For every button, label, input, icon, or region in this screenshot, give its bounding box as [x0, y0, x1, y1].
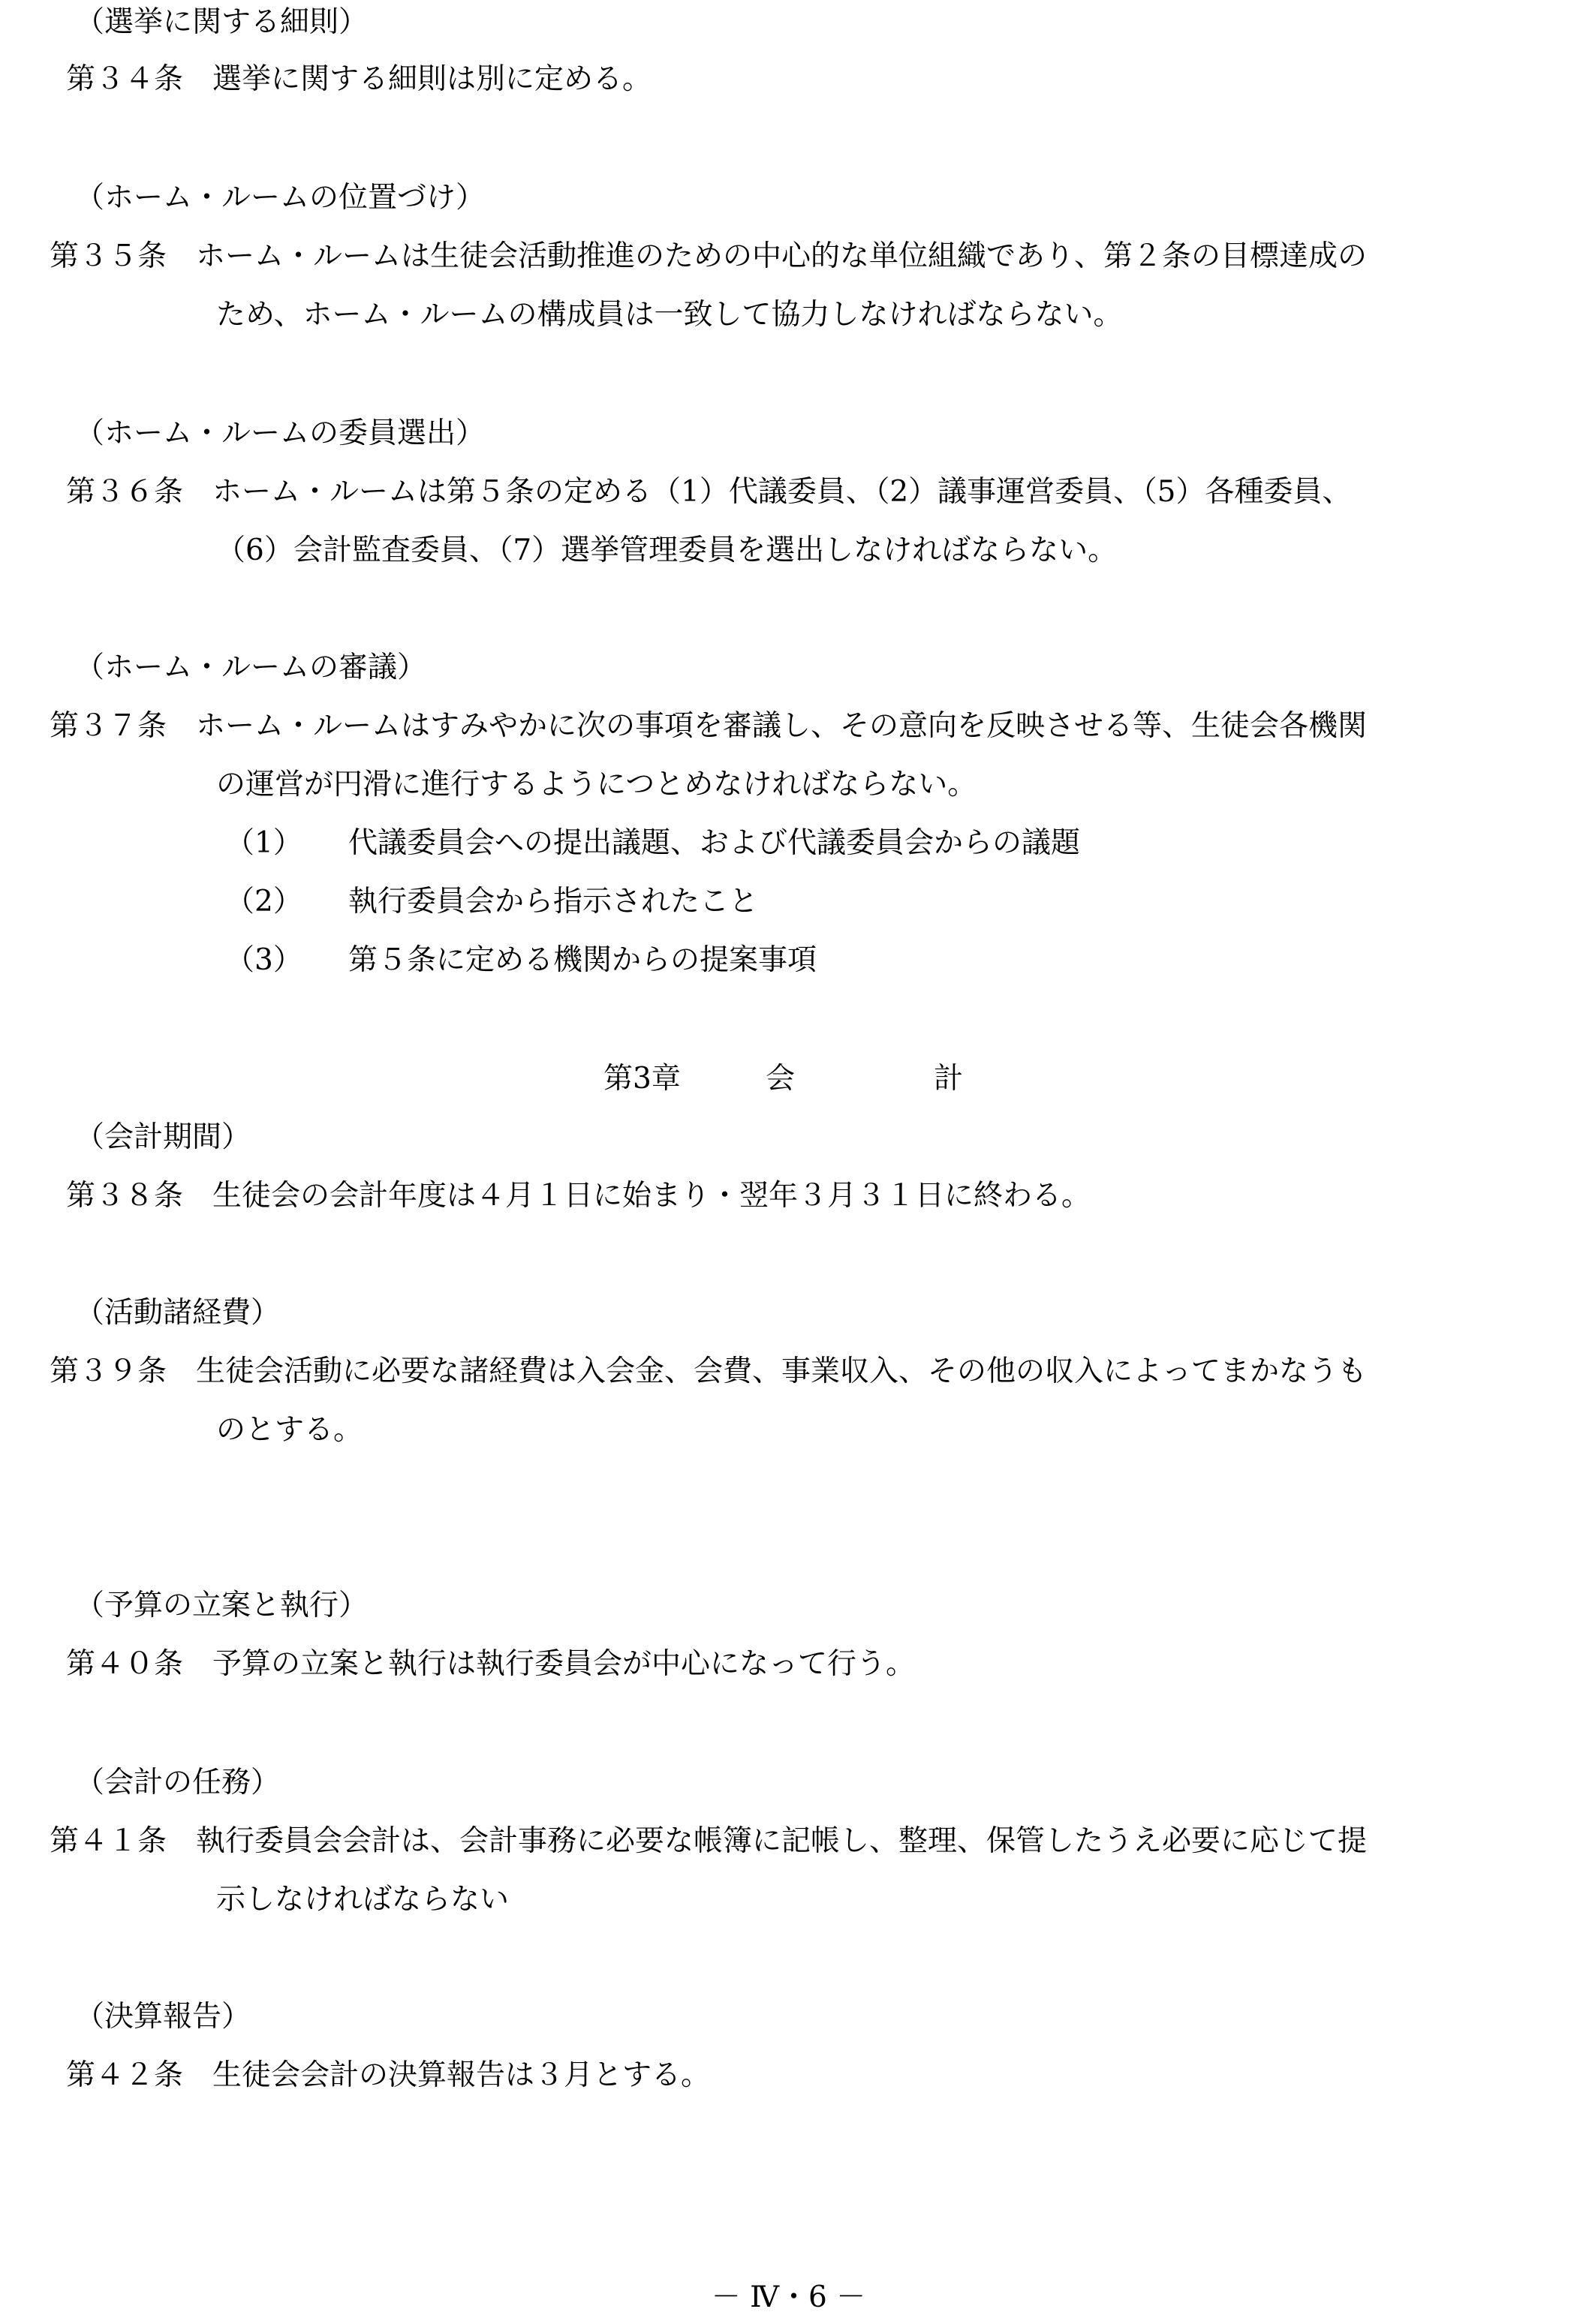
- chapter-3-number: 第3章: [603, 1062, 681, 1096]
- article-38-text: 第３８条 生徒会の会計年度は４月１日に始まり・翌年３月３１日に終わる。: [66, 1179, 1091, 1213]
- article-37-item-3-text: 第５条に定める機関からの提案事項: [348, 943, 817, 977]
- article-36-text-line1: 第３６条 ホーム・ルームは第５条の定める（1）代議委員、（2）議事運営委員、（5）各種委員、: [66, 475, 1352, 509]
- article-36-text-line2: （6）会計監査委員、（7）選挙管理委員を選出しなければならない。: [216, 534, 1118, 567]
- article-39-text-line2: のとする。: [216, 1413, 363, 1447]
- article-36-heading: （ホーム・ルームの委員選出）: [75, 416, 486, 450]
- article-34-text: 第３４条 選挙に関する細則は別に定める。: [66, 62, 652, 96]
- article-40-text: 第４０条 予算の立案と執行は執行委員会が中心になって行う。: [66, 1647, 916, 1681]
- article-39-text-line1: 第３９条 生徒会活動に必要な諸経費は入会金、会費、事業収入、その他の収入によってまかなうも: [50, 1354, 1368, 1388]
- article-37-item-2-number: （2）: [225, 885, 302, 918]
- article-37-heading: （ホーム・ルームの審議）: [75, 651, 427, 684]
- article-37-item-1-number: （1）: [225, 826, 302, 860]
- article-39-heading: （活動諸経費）: [75, 1296, 281, 1330]
- article-40-heading: （予算の立案と執行）: [75, 1589, 369, 1622]
- article-37-item-1-text: 代議委員会への提出議題、および代議委員会からの議題: [348, 826, 1081, 860]
- article-35-text-line1: 第３５条 ホーム・ルームは生徒会活動推進のための中心的な単位組織であり、第２条の目標達成の: [50, 239, 1368, 273]
- article-37-text-line1: 第３７条 ホーム・ルームはすみやかに次の事項を審議し、その意向を反映させる等、生徒会各機関: [50, 709, 1368, 743]
- page-number: － Ⅳ・6 －: [711, 2280, 866, 2314]
- article-41-heading: （会計の任務）: [75, 1766, 281, 1799]
- article-35-heading: （ホーム・ルームの位置づけ）: [75, 181, 486, 215]
- article-42-text: 第４２条 生徒会会計の決算報告は３月とする。: [66, 2058, 711, 2092]
- article-37-text-line2: の運営が円滑に進行するようにつとめなければならない。: [216, 768, 977, 801]
- article-42-heading: （決算報告）: [75, 2000, 251, 2034]
- article-35-text-line2: ため、ホーム・ルームの構成員は一致して協力しなければならない。: [216, 298, 1123, 332]
- chapter-3-title-part2: 計: [934, 1062, 964, 1096]
- chapter-3-title-part1: 会: [766, 1062, 796, 1096]
- article-37-item-2-text: 執行委員会から指示されたこと: [348, 885, 759, 918]
- article-38-heading: （会計期間）: [75, 1120, 251, 1154]
- article-37-item-3-number: （3）: [225, 943, 302, 977]
- article-41-text-line2: 示しなければならない: [216, 1883, 510, 1917]
- article-41-text-line1: 第４１条 執行委員会会計は、会計事務に必要な帳簿に記帳し、整理、保管したうえ必要に応じて提: [50, 1824, 1368, 1858]
- article-34-heading: （選挙に関する細則）: [75, 5, 369, 39]
